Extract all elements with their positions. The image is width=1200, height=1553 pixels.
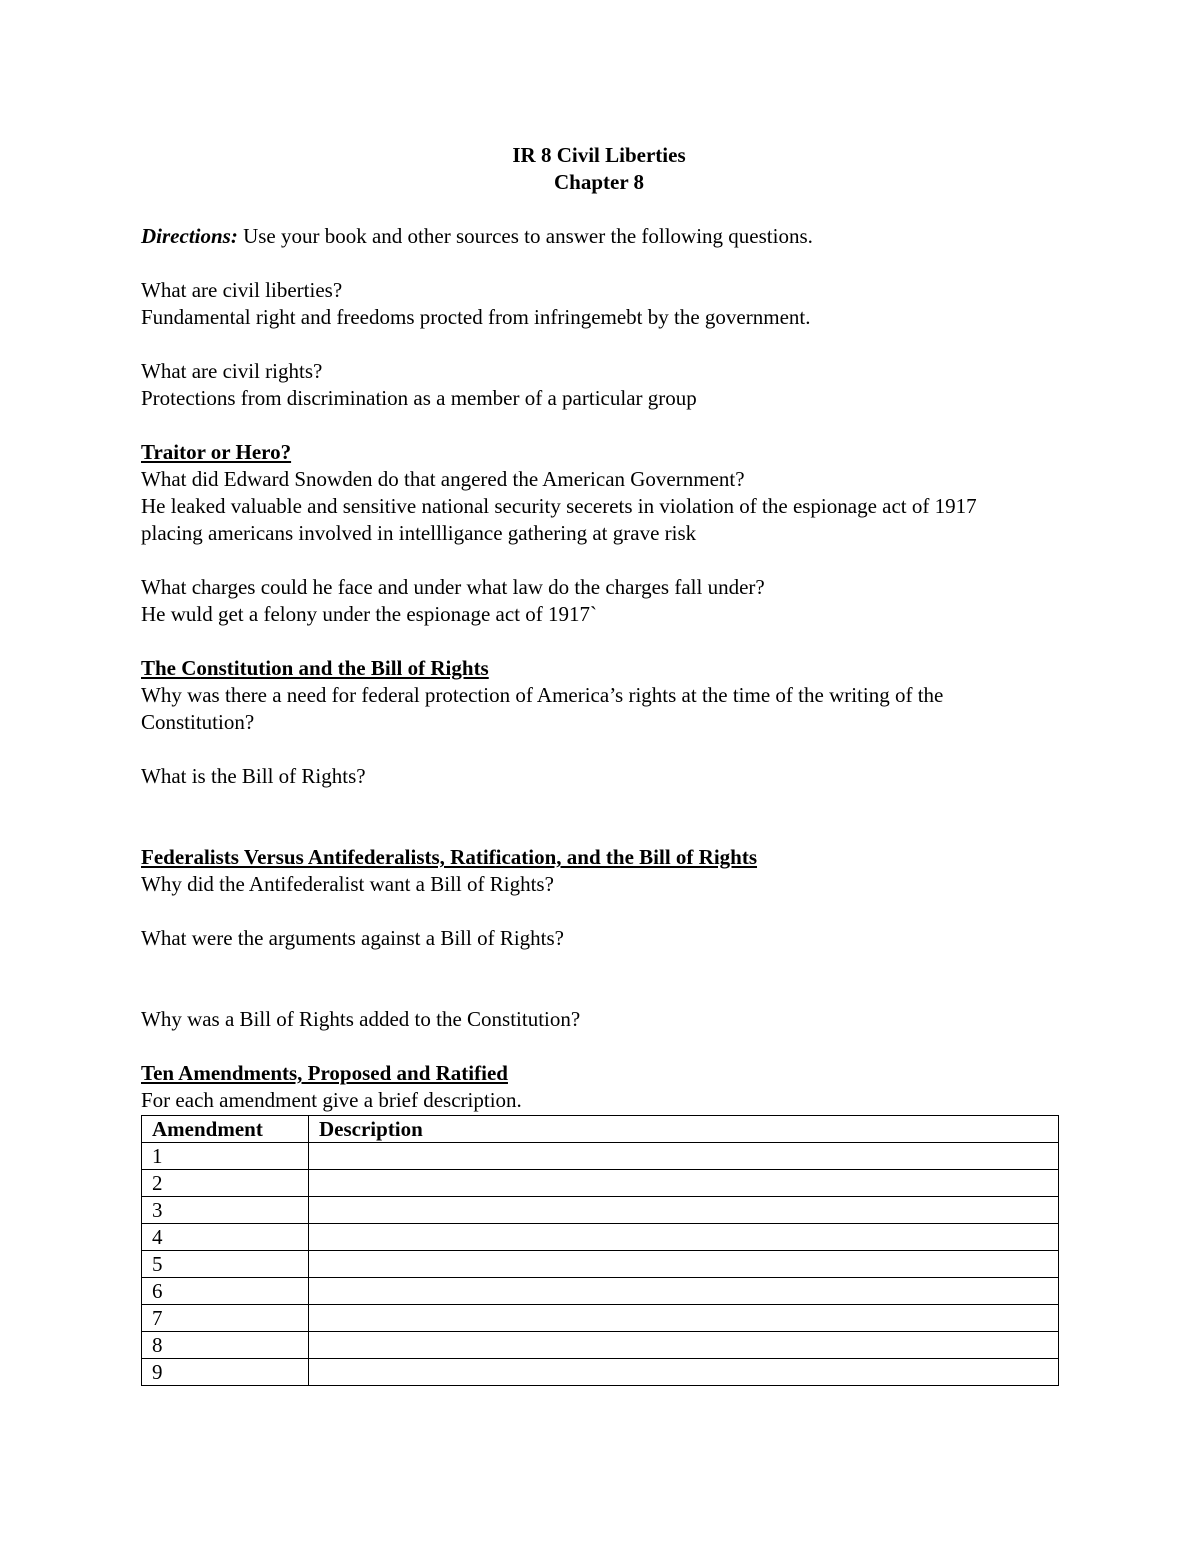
question-snowden-charges: What charges could he face and under what law do the charges fall under?	[141, 575, 765, 599]
table-row	[142, 1197, 1059, 1224]
question-why-added: Why was a Bill of Rights added to the Constitution?	[141, 1007, 581, 1031]
description-cell[interactable]	[309, 1224, 1059, 1251]
answer-civil-liberties[interactable]: Fundamental right and freedoms procted from infringemebt by the government.	[141, 305, 811, 329]
directions-text: Use your book and other sources to answer the following questions.	[237, 224, 813, 248]
amendment-number-cell: 6	[142, 1278, 309, 1305]
description-cell[interactable]	[309, 1332, 1059, 1359]
description-cell[interactable]	[309, 1278, 1059, 1305]
question-civil-liberties: What are civil liberties?	[141, 278, 343, 302]
question-what-is-bill-of-rights: What is the Bill of Rights?	[141, 764, 366, 788]
directions-label: Directions:	[141, 224, 238, 248]
amendment-number-cell: 5	[142, 1251, 309, 1278]
description-cell[interactable]	[309, 1143, 1059, 1170]
amendment-number-cell: 2	[142, 1170, 309, 1197]
amendment-number-cell: 7	[142, 1305, 309, 1332]
amendments-instruction: For each amendment give a brief description.	[141, 1088, 522, 1112]
table-row	[142, 1170, 1059, 1197]
worksheet-page	[141, 142, 1061, 1386]
description-cell[interactable]	[309, 1305, 1059, 1332]
question-antifederalist-want: Why did the Antifederalist want a Bill of Rights?	[141, 872, 554, 896]
table-row	[142, 1278, 1059, 1305]
amendment-number-cell: 9	[142, 1359, 309, 1386]
amendment-number-cell: 1	[142, 1143, 309, 1170]
heading-federalists-antifederalists: Federalists Versus Antifederalists, Ratification, and the Bill of Rights	[141, 845, 758, 869]
description-cell[interactable]	[309, 1170, 1059, 1197]
heading-constitution-bill-of-rights: The Constitution and the Bill of Rights	[141, 656, 489, 680]
table-row	[142, 1143, 1059, 1170]
table-row	[142, 1251, 1059, 1278]
description-cell[interactable]	[309, 1197, 1059, 1224]
amendments-table	[141, 1115, 1059, 1386]
table-row	[142, 1359, 1059, 1386]
amendment-number-cell: 4	[142, 1224, 309, 1251]
description-cell[interactable]	[309, 1359, 1059, 1386]
table-header-row	[142, 1116, 1059, 1143]
heading-traitor-or-hero: Traitor or Hero?	[141, 440, 292, 464]
question-federal-protection: Why was there a need for federal protection of America’s rights at the time of the writing of the Constitution?	[141, 683, 944, 734]
question-snowden-actions: What did Edward Snowden do that angered the American Government?	[141, 467, 745, 491]
question-civil-rights: What are civil rights?	[141, 359, 323, 383]
directions	[141, 223, 1061, 250]
answer-snowden-charges[interactable]: He wuld get a felony under the espionage act of 1917`	[141, 602, 598, 626]
page-title: IR 8 Civil Liberties	[512, 143, 686, 167]
answer-civil-rights[interactable]: Protections from discrimination as a member of a particular group	[141, 386, 697, 410]
table-row	[142, 1224, 1059, 1251]
question-arguments-against: What were the arguments against a Bill of Rights?	[141, 926, 565, 950]
heading-ten-amendments: Ten Amendments, Proposed and Ratified	[141, 1061, 508, 1085]
answer-snowden-actions[interactable]: He leaked valuable and sensitive national security secerets in violation of the espionage act of 1917 placing americans involved in intellligance gathering at grave risk	[141, 494, 977, 545]
column-header-amendment: Amendment	[142, 1116, 309, 1143]
table-row	[142, 1305, 1059, 1332]
table-row	[142, 1332, 1059, 1359]
chapter-subtitle: Chapter 8	[553, 170, 645, 194]
description-cell[interactable]	[309, 1251, 1059, 1278]
amendment-number-cell: 8	[142, 1332, 309, 1359]
amendment-number-cell: 3	[142, 1197, 309, 1224]
column-header-description: Description	[309, 1116, 1059, 1143]
